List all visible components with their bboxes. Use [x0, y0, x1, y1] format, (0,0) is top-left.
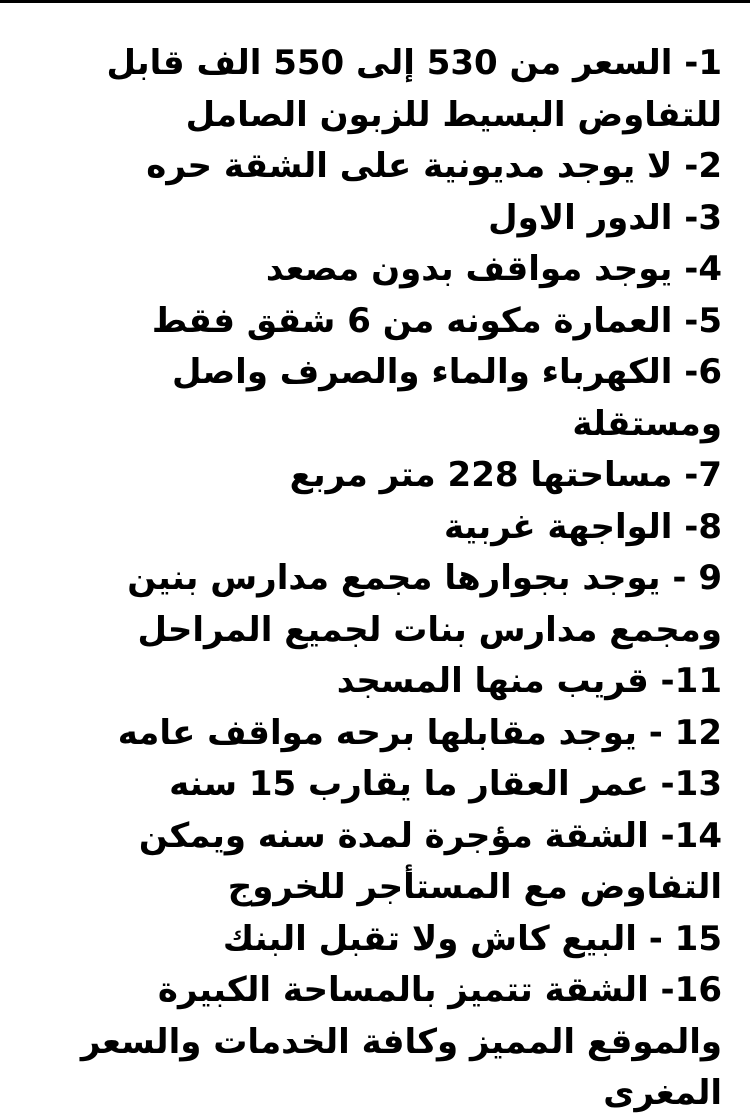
text-line-15: 13- عمر العقار ما يقارب 15 سنه: [169, 764, 722, 804]
top-border-line: [0, 0, 750, 3]
text-line-9: 7- مساحتها 228 متر مربع: [289, 455, 722, 495]
text-line-1: 1- السعر من 530 إلى 550 الف قابل: [106, 43, 722, 83]
text-line-21: المغرى: [603, 1073, 722, 1113]
text-line-7: 6- الكهرباء والماء والصرف واصل: [171, 352, 722, 392]
text-line-4: 3- الدور الاول: [488, 197, 722, 238]
text-line-3: 2- لا يوجد مديونية على الشقة حره: [146, 146, 722, 186]
text-line-14: 12 - يوجد مقابلها برحه مواقف عامه: [117, 712, 722, 753]
text-line-2: للتفاوض البسيط للزبون الصامل: [185, 94, 722, 135]
text-line-18: 15 - البيع كاش ولا تقبل البنك: [222, 918, 722, 959]
text-line-8: ومستقلة: [572, 403, 722, 444]
text-line-19: 16- الشقة تتميز بالمساحة الكبيرة: [157, 970, 722, 1010]
text-line-20: والموقع المميز وكافة الخدمات والسعر: [80, 1021, 722, 1062]
text-line-11: 9 - يوجد بجوارها مجمع مدارس بنين: [127, 558, 722, 598]
text-line-13: 11- قريب منها المسجد: [336, 661, 722, 701]
text-line-17: التفاوض مع المستأجر للخروج: [227, 867, 722, 907]
text-line-10: 8- الواجهة غربية: [443, 506, 722, 547]
text-line-5: 4- يوجد مواقف بدون مصعد: [265, 249, 722, 289]
text-line-16: 14- الشقة مؤجرة لمدة سنه ويمكن: [138, 815, 722, 856]
text-line-6: 5- العمارة مكونه من 6 شقق فقط: [151, 300, 722, 341]
text-line-12: ومجمع مدارس بنات لجميع المراحل: [137, 609, 722, 650]
listing-details-text: [32, 38, 722, 1120]
